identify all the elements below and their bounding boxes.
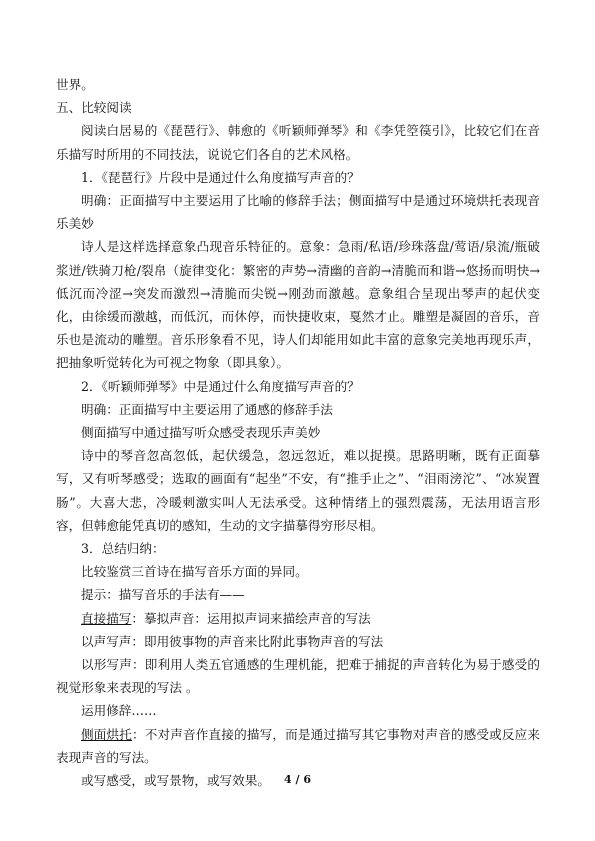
question-3: 3．总结归纳： <box>81 541 165 557</box>
term-direct: 直接描写 <box>81 610 132 626</box>
answer-2: 明确：正面描写中主要运用了通感的修辞手法 <box>81 401 333 417</box>
paragraph: 运用修辞…… <box>81 703 157 719</box>
paragraph <box>56 607 540 630</box>
term-direct-desc: ：摹拟声音：运用拟声词来描绘声音的写法 <box>131 610 371 626</box>
paragraph: 比较鉴赏三首诗在描写音乐方面的异同。 <box>81 564 308 580</box>
paragraph: 以形写声：即利用人类五官通感的生理机能，把难于捕捉的声音转化为易于感受的视觉形象来表现的写法 。 <box>56 657 540 696</box>
paragraph: 以声写声：即用彼事物的声音来比附此事物声音的写法 <box>81 633 384 649</box>
text-line: 世界。 <box>56 77 94 92</box>
paragraph <box>56 723 540 769</box>
term-side: 侧面烘托 <box>81 726 133 742</box>
paragraph: 诗中的琴音忽高忽低，起伏缓急，忽远忽近，难以捉摸。思路明晰，既有正面摹写，又有听琴感受；选取的画面有“起坐”不安，有“推手止之”、“泪雨滂沱”、“冰炭置肠”。大喜大悲，冷暖刺激实叫人无法承受。这种情绪上的强烈震荡，无法用语言形容，但韩愈能凭真切的感知，生动的文字描摹得穷形尽相。 <box>56 448 540 533</box>
page-number: 4 / 6 <box>284 773 311 786</box>
paragraph: 侧面描写中通过描写听众感受表现乐声美妙 <box>81 425 321 441</box>
question-2: 2．《听颖师弹琴》中是通过什么角度描写声音的？ <box>81 378 360 394</box>
hint: 提示：描写音乐的手法有—— <box>81 587 245 603</box>
paragraph: 阅读白居易的《琵琶行》、韩愈的《听颖师弹琴》和《李凭箜篌引》，比较它们在音乐描写时所用的不同技法，说说它们各自的艺术风格。 <box>56 123 540 162</box>
paragraph: 诗人是这样选择意象凸现音乐特征的。意象：急雨/私语/珍珠落盘/莺语/泉流/瓶破浆迸/铁骑刀枪/裂帛（旋律变化：繁密的声势→清幽的音韵→清脆而和谐→悠扬而明快→低沉而冷涩→突发而激烈→清脆而尖锐→刚劲而激越。意象组合呈现出琴声的起伏变化，由徐缓而激越，而低沉，而休停，而快捷收束，戛然才止。雕塑是凝固的音乐，音乐也是流动的雕塑。音乐形象看不见，诗人们却能用如此丰富的意象完美地再现乐声，把抽象听觉转化为可视之物象（即具象）。 <box>56 239 540 371</box>
paragraph: 或写感受，或写景物，或写效果。 <box>81 773 270 789</box>
term-side-desc: ：不对声音作直接的描写，而是通过描写其它事物对声音的感受或反应来表现声音的写法。 <box>56 726 541 765</box>
question-1: 1．《琵琶行》片段中是通过什么角度描写声音的？ <box>81 169 360 185</box>
section-heading: 五、比较阅读 <box>56 100 132 116</box>
page-content <box>56 73 540 792</box>
answer-1: 明确：正面描写中主要运用了比喻的修辞手法；侧面描写中是通过环境烘托表现音乐美妙 <box>56 193 540 232</box>
